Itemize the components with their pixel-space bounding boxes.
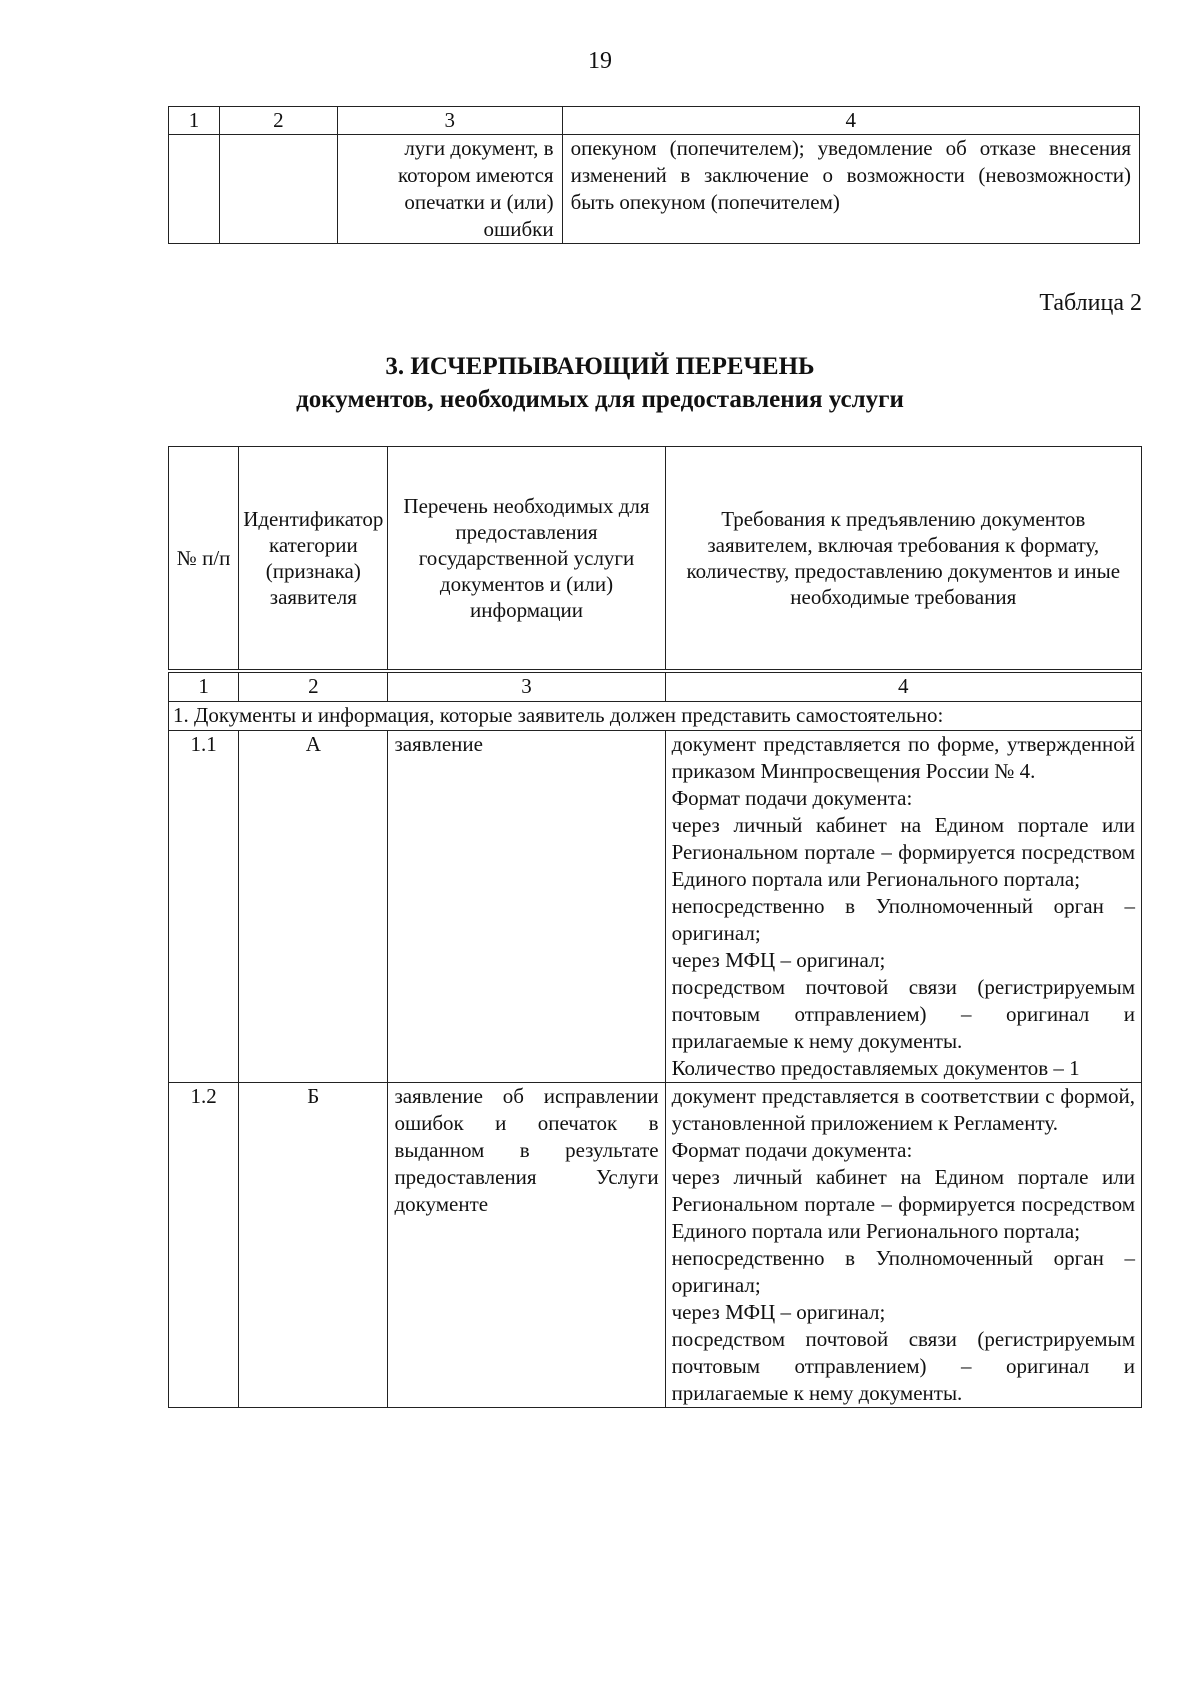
column-number: 2 (239, 671, 388, 702)
column-number: 4 (665, 671, 1141, 702)
header-requirements: Требования к предъявлению документов заявителем, включая требования к формату, количеству, предоставлению документов и иные необходимые требования (665, 447, 1141, 672)
table-cell (169, 135, 220, 244)
row-number: 1.2 (169, 1083, 239, 1408)
requirement-line: посредством почтовой связи (регистрируемым почтовым отправлением) – оригинал и прилагаемые к нему документы. (671, 1327, 1135, 1405)
requirement-line: непосредственно в Уполномоченный орган – оригинал; (671, 894, 1135, 945)
column-number: 4 (562, 107, 1139, 135)
table-label: Таблица 2 (1039, 290, 1142, 316)
table-cell: опекуном (попечителем); уведомление об отказе внесения изменений в заключение о возможности (невозможности) быть опекуном (попечителем) (562, 135, 1139, 244)
table-row (169, 135, 1140, 244)
row-category: Б (239, 1083, 388, 1408)
table-row (169, 731, 1142, 1083)
column-number: 1 (169, 107, 220, 135)
requirement-line: Формат подачи документа: (671, 786, 913, 810)
requirement-line: через МФЦ – оригинал; (671, 1300, 886, 1324)
column-number: 3 (337, 107, 562, 135)
header-category: Идентификатор категории (признака) заявителя (239, 447, 388, 672)
table-row (169, 1083, 1142, 1408)
continuation-table (168, 106, 1140, 244)
section-title-line: 3. ИСЧЕРПЫВАЮЩИЙ ПЕРЕЧЕНЬ (385, 353, 815, 380)
documents-table (168, 446, 1142, 1408)
requirement-line: документ представляется по форме, утвержденной приказом Минпросвещения России № 4. (671, 732, 1135, 783)
requirement-line: Количество предоставляемых документов – 1 (671, 1056, 1080, 1080)
section-subtitle: документов, необходимых для предоставления услуги (296, 386, 904, 413)
table-header-row (169, 107, 1140, 135)
requirement-line: непосредственно в Уполномоченный орган – оригинал; (671, 1246, 1135, 1297)
column-number: 2 (219, 107, 337, 135)
table-header-row (169, 447, 1142, 672)
row-requirements (665, 1083, 1141, 1408)
row-number: 1.1 (169, 731, 239, 1083)
section-title (0, 350, 1200, 416)
section-heading: 1. Документы и информация, которые заявитель должен представить самостоятельно: (169, 702, 1142, 731)
row-category: А (239, 731, 388, 1083)
column-number: 1 (169, 671, 239, 702)
column-number: 3 (388, 671, 665, 702)
requirement-line: Формат подачи документа: (671, 1138, 913, 1162)
header-number: № п/п (169, 447, 239, 672)
requirement-line: через личный кабинет на Едином портале или Региональном портале – формируется посредством Единого портала или Регионального портала; (671, 1165, 1135, 1243)
header-documents: Перечень необходимых для предоставления государственной услуги документов и (или) информации (388, 447, 665, 672)
row-document: заявление (388, 731, 665, 1083)
requirement-line: документ представляется в соответствии с формой, установленной приложением к Регламенту. (671, 1084, 1135, 1135)
section-row (169, 702, 1142, 731)
requirement-line: через личный кабинет на Едином портале или Региональном портале – формируется посредством Единого портала или Регионального портала; (671, 813, 1135, 891)
requirement-line: посредством почтовой связи (регистрируемым почтовым отправлением) – оригинал и прилагаемые к нему документы. (671, 975, 1135, 1053)
requirement-line: через МФЦ – оригинал; (671, 948, 886, 972)
column-numbers-row (169, 671, 1142, 702)
row-requirements (665, 731, 1141, 1083)
table-cell (219, 135, 337, 244)
row-document: заявление об исправлении ошибок и опечаток в выданном в результате предоставления Услуги документе (388, 1083, 665, 1408)
table-cell: луги документ, в котором имеются опечатки и (или) ошибки (337, 135, 562, 244)
page-number: 19 (588, 48, 612, 74)
